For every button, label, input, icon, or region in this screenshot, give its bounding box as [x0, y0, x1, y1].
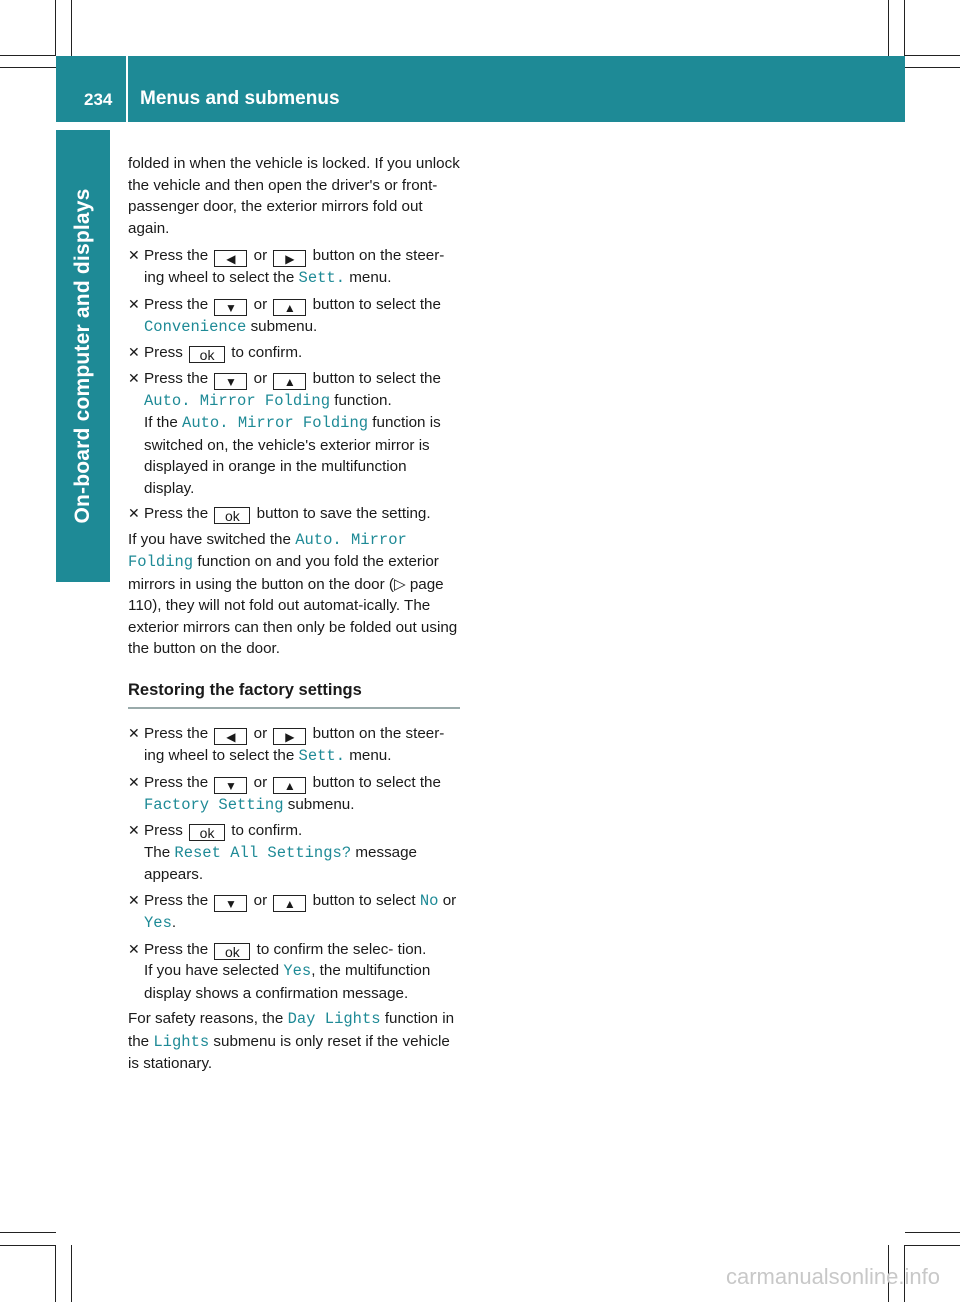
up-key-icon: ▲: [273, 777, 306, 794]
right-key-icon: ▶: [273, 728, 306, 745]
ok-key-icon: ok: [214, 507, 250, 524]
up-key-icon: ▲: [273, 299, 306, 316]
instruction-step: ✕ Press the ▼ or ▲ button to select the Convenience submenu.: [128, 295, 441, 336]
option-yes: Yes: [283, 962, 312, 980]
up-key-icon: ▲: [273, 895, 306, 912]
crop-mark: [904, 0, 905, 56]
instruction-step: ✕ Press the ▼ or ▲ button to select the Auto. Mirror Folding function. If the Auto. Mirror Folding function is switched on, the vehicle's exterior mirror is displayed in orange in the multifunction display.: [128, 369, 441, 497]
instruction-step: ✕ Press ok to confirm.: [128, 344, 303, 363]
function-name: Auto. Mirror Folding: [128, 530, 407, 571]
step-marker-icon: ✕: [128, 344, 140, 360]
instruction-step: ✕ Press the ok button to save the setting.: [128, 505, 431, 524]
step-marker-icon: ✕: [128, 891, 140, 908]
step-marker-icon: ✕: [128, 940, 140, 957]
left-key-icon: ◀: [214, 250, 247, 267]
down-key-icon: ▼: [214, 373, 247, 390]
function-name: Auto. Mirror Folding: [144, 391, 331, 410]
header-divider: [126, 56, 128, 122]
step-marker-icon: ✕: [128, 369, 140, 386]
menu-name: Sett.: [298, 269, 346, 287]
instruction-step: ✕ Press the ▼ or ▲ button to select No or Yes.: [128, 891, 457, 932]
submenu-name: Lights: [153, 1032, 210, 1051]
side-tab-label: On-board computer and displays: [71, 188, 94, 524]
instruction-step: ✕ Press the ◀ or ▶ button on the steer-ing wheel to select the Sett. menu.: [128, 247, 445, 287]
option-no: No: [419, 891, 439, 910]
crop-mark: [905, 1232, 960, 1233]
section-heading: Restoring the factory settings: [128, 680, 460, 710]
crop-mark: [0, 67, 56, 68]
down-key-icon: ▼: [214, 299, 247, 316]
crop-mark: [905, 67, 960, 68]
submenu-name: Convenience: [144, 317, 247, 336]
crop-mark: [71, 1245, 72, 1302]
message-name: Reset All Settings?: [174, 843, 352, 862]
option-yes: Yes: [144, 914, 172, 932]
ok-key-icon: ok: [189, 346, 225, 363]
crop-mark: [0, 55, 56, 56]
crop-mark: [55, 1245, 56, 1302]
function-name: Day Lights: [287, 1010, 381, 1028]
crop-mark: [55, 0, 56, 56]
step-marker-icon: ✕: [128, 822, 140, 838]
info-paragraph: If you have switched the Auto. Mirror Folding function on and you fold the exterior mirrors in using the button on the door (▷ page 110), they will not fold out automat-ically. The exterior mirrors can then only be folded out using the button on the door.: [128, 530, 458, 657]
crop-mark: [71, 0, 72, 56]
down-key-icon: ▼: [214, 895, 247, 912]
step-marker-icon: ✕: [128, 295, 140, 312]
crop-mark: [905, 1245, 960, 1246]
submenu-name: Factory Setting: [144, 795, 284, 814]
page-content: [128, 153, 460, 1081]
crop-mark: [905, 55, 960, 56]
left-key-icon: ◀: [214, 728, 247, 745]
crop-mark: [0, 1245, 56, 1246]
function-name: Auto. Mirror Folding: [182, 414, 369, 432]
intro-paragraph: folded in when the vehicle is locked. If you unlock the vehicle and then open the driver's or front-passenger door, the exterior mirrors fold out again.: [128, 155, 460, 237]
instruction-step: ✕ Press the ▼ or ▲ button to select the Factory Setting submenu.: [128, 773, 441, 814]
step-marker-icon: ✕: [128, 773, 140, 790]
safety-paragraph: For safety reasons, the Day Lights function in the Lights submenu is only reset if the vehicle is stationary.: [128, 1010, 455, 1072]
instruction-step: ✕ Press the ok to confirm the selec- tion. If you have selected Yes, the multifunction display shows a confirmation message.: [128, 940, 431, 1002]
crop-mark: [888, 0, 889, 56]
instruction-step: ✕ Press ok to confirm. The Reset All Settings? message appears.: [128, 822, 418, 883]
instruction-step: ✕ Press the ◀ or ▶ button on the steer-ing wheel to select the Sett. menu.: [128, 725, 445, 765]
up-key-icon: ▲: [273, 373, 306, 390]
right-key-icon: ▶: [273, 250, 306, 267]
down-key-icon: ▼: [214, 777, 247, 794]
page-number: 234: [84, 90, 113, 109]
crop-mark: [0, 1232, 56, 1233]
step-marker-icon: ✕: [128, 247, 140, 263]
step-marker-icon: ✕: [128, 725, 140, 741]
step-marker-icon: ✕: [128, 505, 140, 521]
ok-key-icon: ok: [189, 824, 225, 841]
watermark: carmanualsonline.info: [725, 1264, 940, 1289]
ok-key-icon: ok: [214, 943, 250, 960]
page-title: Menus and submenus: [140, 88, 340, 109]
menu-name: Sett.: [298, 747, 346, 765]
